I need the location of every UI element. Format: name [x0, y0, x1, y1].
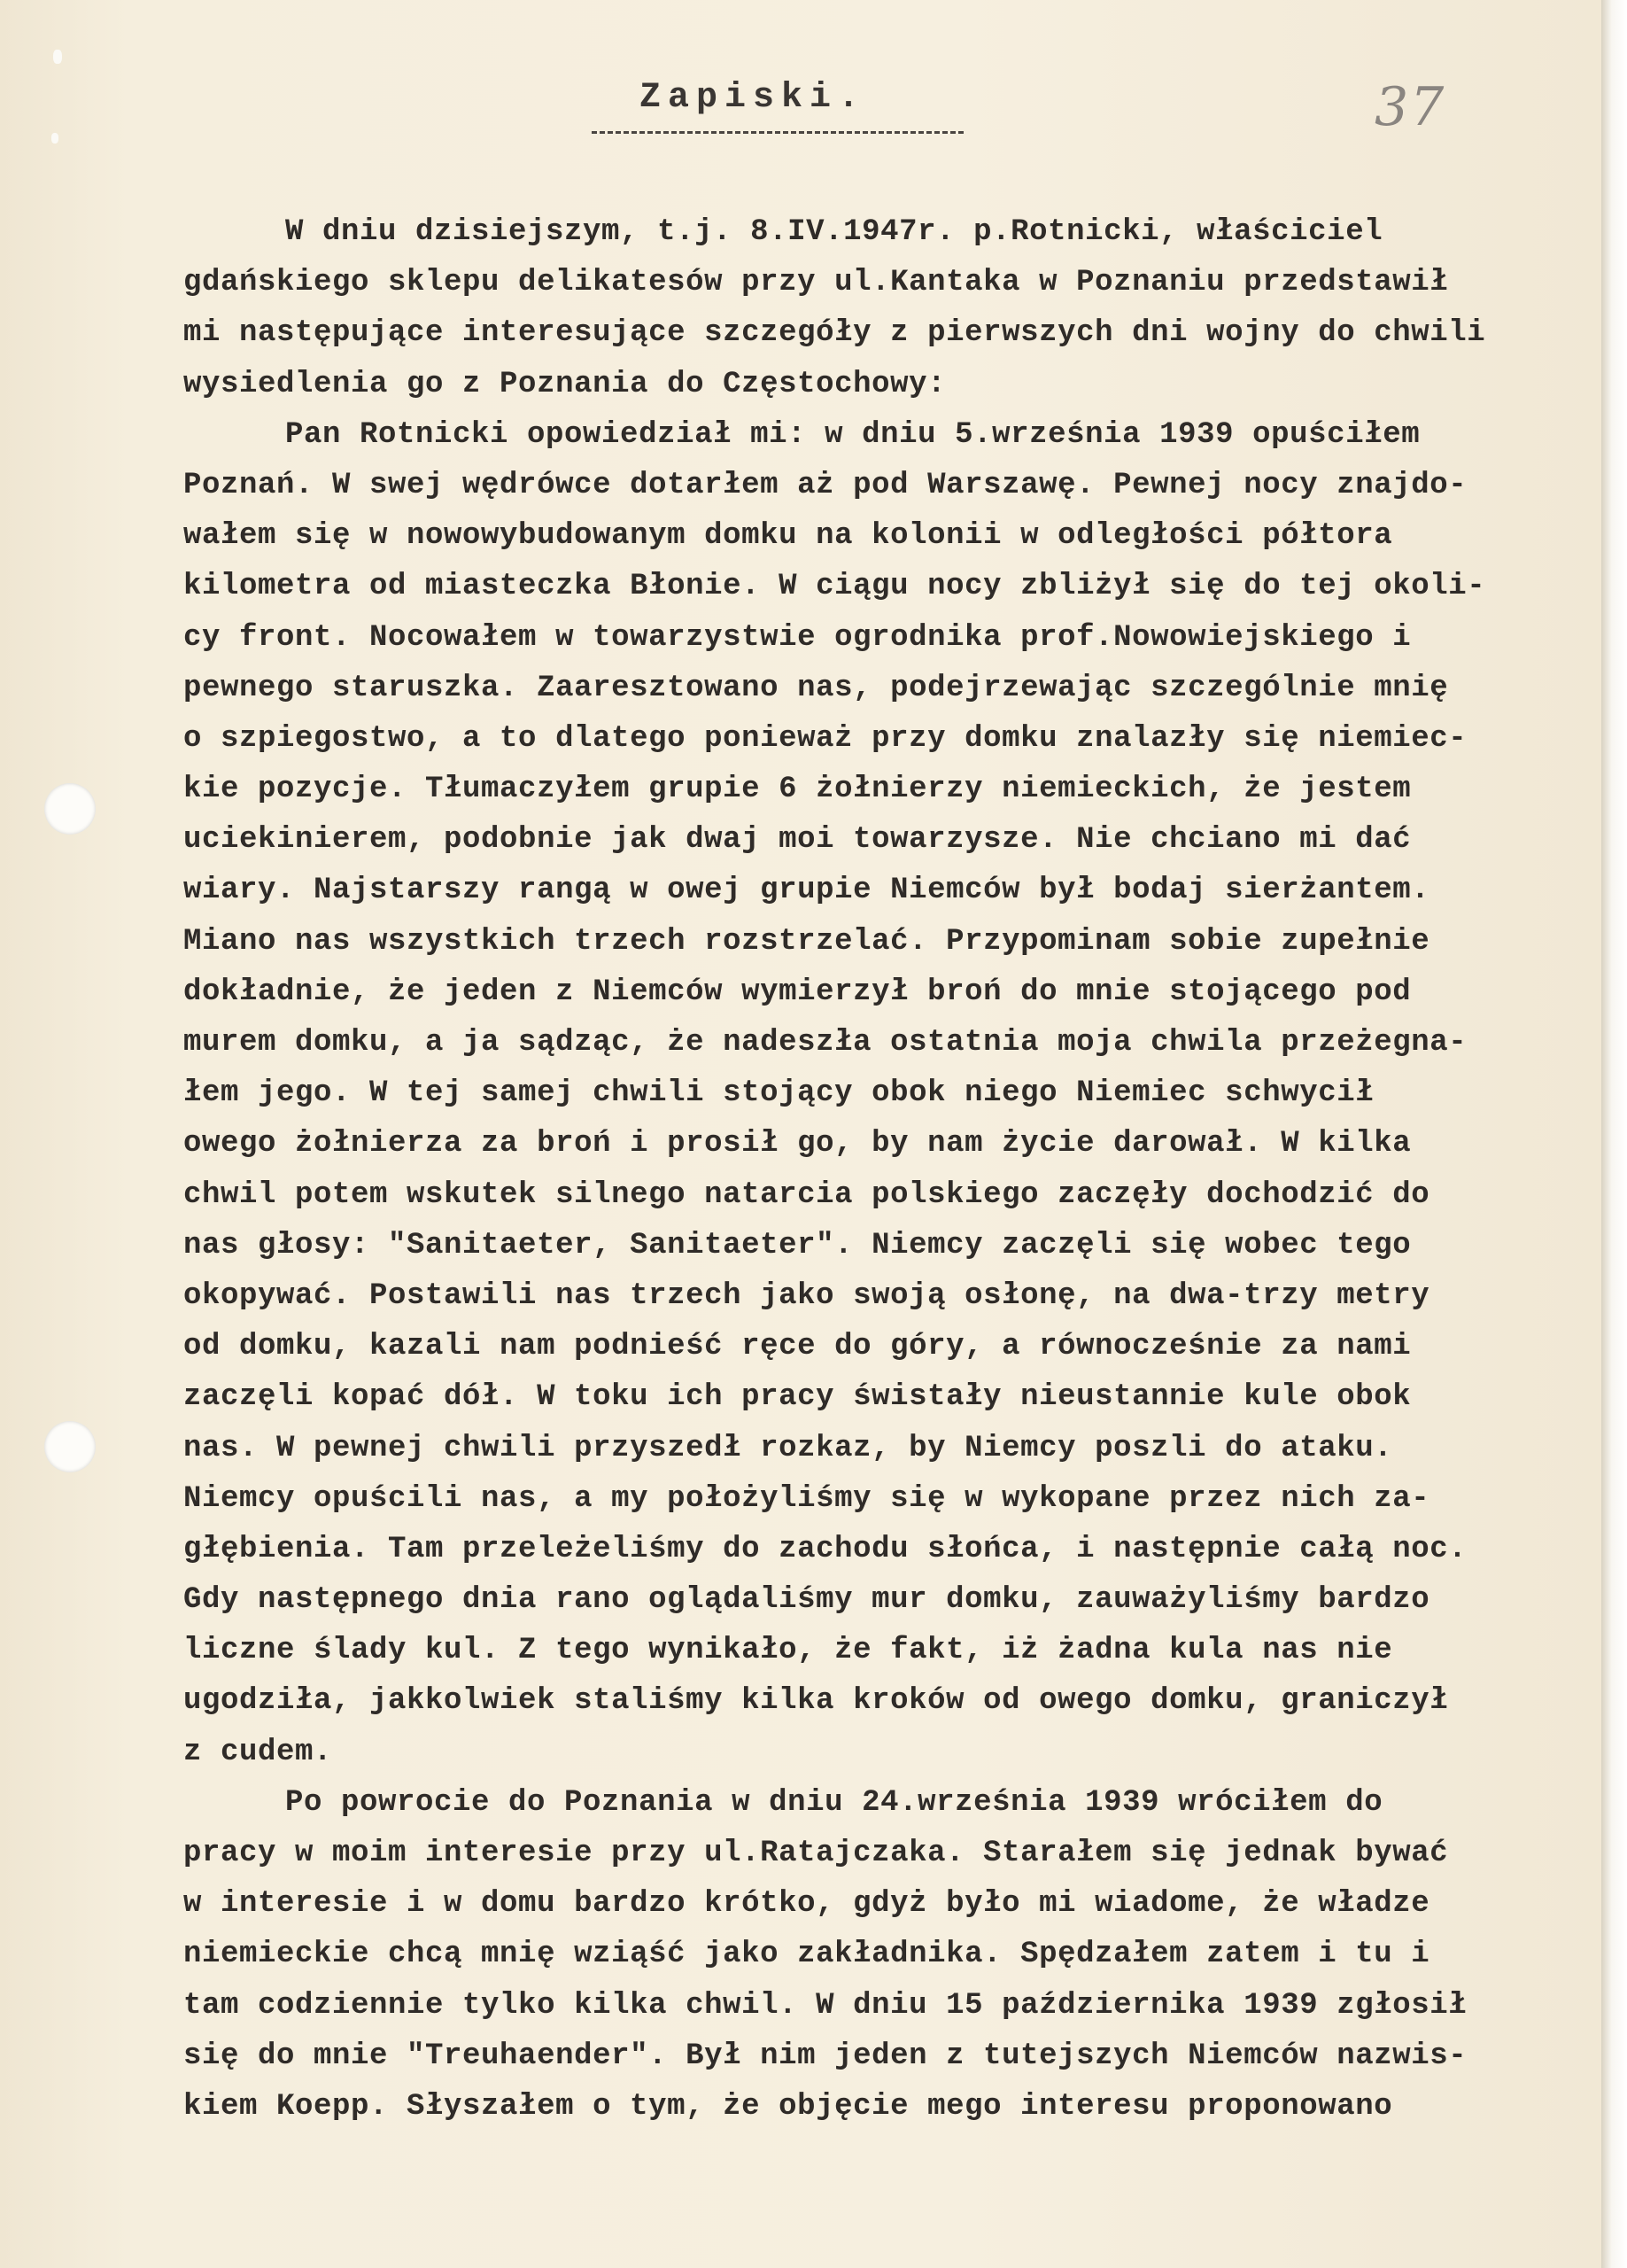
text-line: zaczęli kopać dół. W toku ich pracy świstały nieustannie kule obok	[183, 1380, 1412, 1415]
text-line: tam codziennie tylko kilka chwil. W dniu 15 października 1939 zgłosił	[183, 1988, 1468, 2023]
text-line: głębienia. Tam przeleżeliśmy do zachodu słońca, i następnie całą noc.	[183, 1532, 1468, 1566]
text-line: ugodziła, jakkolwiek staliśmy kilka kroków od owego domku, graniczył	[183, 1684, 1449, 1719]
text-line: Pan Rotnicki opowiedział mi: w dniu 5.września 1939 opuściłem	[285, 417, 1421, 452]
text-line: kilometra od miasteczka Błonie. W ciągu nocy zbliżył się do tej okoli-	[183, 570, 1486, 604]
punch-hole-lower	[44, 1421, 96, 1472]
text-line: W dniu dzisiejszym, t.j. 8.IV.1947r. p.Rotnicki, właściciel	[285, 215, 1383, 249]
paper-speck	[53, 50, 62, 64]
text-line: o szpiegostwo, a to dlatego ponieważ przy domku znalazły się niemiec-	[183, 721, 1468, 756]
text-line: kiem Koepp. Słyszałem o tym, że objęcie mego interesu proponowano	[183, 2089, 1393, 2124]
document-body	[183, 207, 1627, 2132]
text-line: wysiedlenia go z Poznania do Częstochowy:	[183, 367, 947, 401]
text-line: od domku, kazali nam podnieść ręce do góry, a równocześnie za nami	[183, 1330, 1412, 1364]
text-line: Gdy następnego dnia rano oglądaliśmy mur domku, zauważyliśmy bardzo	[183, 1583, 1430, 1618]
text-line: pracy w moim interesie przy ul.Ratajczaka. Starałem się jednak bywać	[183, 1837, 1449, 1870]
text-line: murem domku, a ja sądząc, że nadeszła ostatnia moja chwila przeżegna-	[183, 1026, 1468, 1060]
text-line: Miano nas wszystkich trzech rozstrzelać. Przypominam sobie zupełnie	[183, 924, 1430, 959]
text-line: wiary. Najstarszy rangą w owej grupie Niemców był bodaj sierżantem.	[183, 874, 1430, 908]
text-line: wałem się w nowowybudowanym domku na kolonii w odległości półtora	[183, 519, 1393, 554]
text-line: Niemcy opuścili nas, a my położyliśmy się w wykopane przez nich za-	[183, 1481, 1430, 1516]
text-line: mi następujące interesujące szczegóły z pierwszych dni wojny do chwili	[183, 316, 1486, 351]
text-line: się do mnie "Treuhaender". Był nim jeden z tutejszych Niemców nazwis-	[183, 2039, 1468, 2073]
paper-speck	[51, 133, 58, 144]
text-line: z cudem.	[183, 1735, 333, 1769]
text-line: Po powrocie do Poznania w dniu 24.września 1939 wróciłem do	[285, 1785, 1383, 1820]
folio-number: 37	[1375, 76, 1446, 138]
text-line: chwil potem wskutek silnego natarcia polskiego zaczęły dochodzić do	[183, 1177, 1430, 1212]
text-line: owego żołnierza za broń i prosił go, by nam życie darował. W kilka	[183, 1127, 1412, 1161]
text-line: kie pozycje. Tłumaczyłem grupie 6 żołnierzy niemieckich, że jestem	[183, 773, 1412, 807]
text-line: pewnego staruszka. Zaaresztowano nas, podejrzewając szczególnie mnię	[183, 671, 1449, 705]
text-line: w interesie i w domu bardzo krótko, gdyż było mi wiadome, że władze	[183, 1887, 1430, 1922]
text-line: dokładnie, że jeden z Niemców wymierzył broń do mnie stojącego pod	[183, 975, 1412, 1009]
text-line: nas. W pewnej chwili przyszedł rozkaz, by Niemcy poszli do ataku.	[183, 1431, 1393, 1465]
text-line: łem jego. W tej samej chwili stojący obok niego Niemiec schwycił	[183, 1076, 1375, 1111]
text-line: okopywać. Postawili nas trzech jako swoją osłonę, na dwa-trzy metry	[183, 1278, 1430, 1313]
text-line: uciekinierem, podobnie jak dwaj moi towarzysze. Nie chciano mi dać	[183, 823, 1412, 858]
punch-hole-upper	[44, 783, 96, 835]
text-line: cy front. Nocowałem w towarzystwie ogrodnika prof.Nowowiejskiego i	[183, 620, 1412, 655]
text-line: Poznań. W swej wędrówce dotarłem aż pod Warszawę. Pewnej nocy znajdo-	[183, 468, 1468, 502]
document-title: Zapiski.	[639, 78, 867, 118]
text-line: niemieckie chcą mnię wziąść jako zakładnika. Spędzałem zatem i tu i	[183, 1938, 1430, 1972]
text-line: gdańskiego sklepu delikatesów przy ul.Kantaka w Poznaniu przedstawił	[183, 266, 1449, 300]
text-line: nas głosy: "Sanitaeter, Sanitaeter". Niemcy zaczęli się wobec tego	[183, 1228, 1412, 1262]
text-line: liczne ślady kul. Z tego wynikało, że fakt, iż żadna kula nas nie	[183, 1634, 1393, 1668]
title-underline	[592, 131, 964, 134]
